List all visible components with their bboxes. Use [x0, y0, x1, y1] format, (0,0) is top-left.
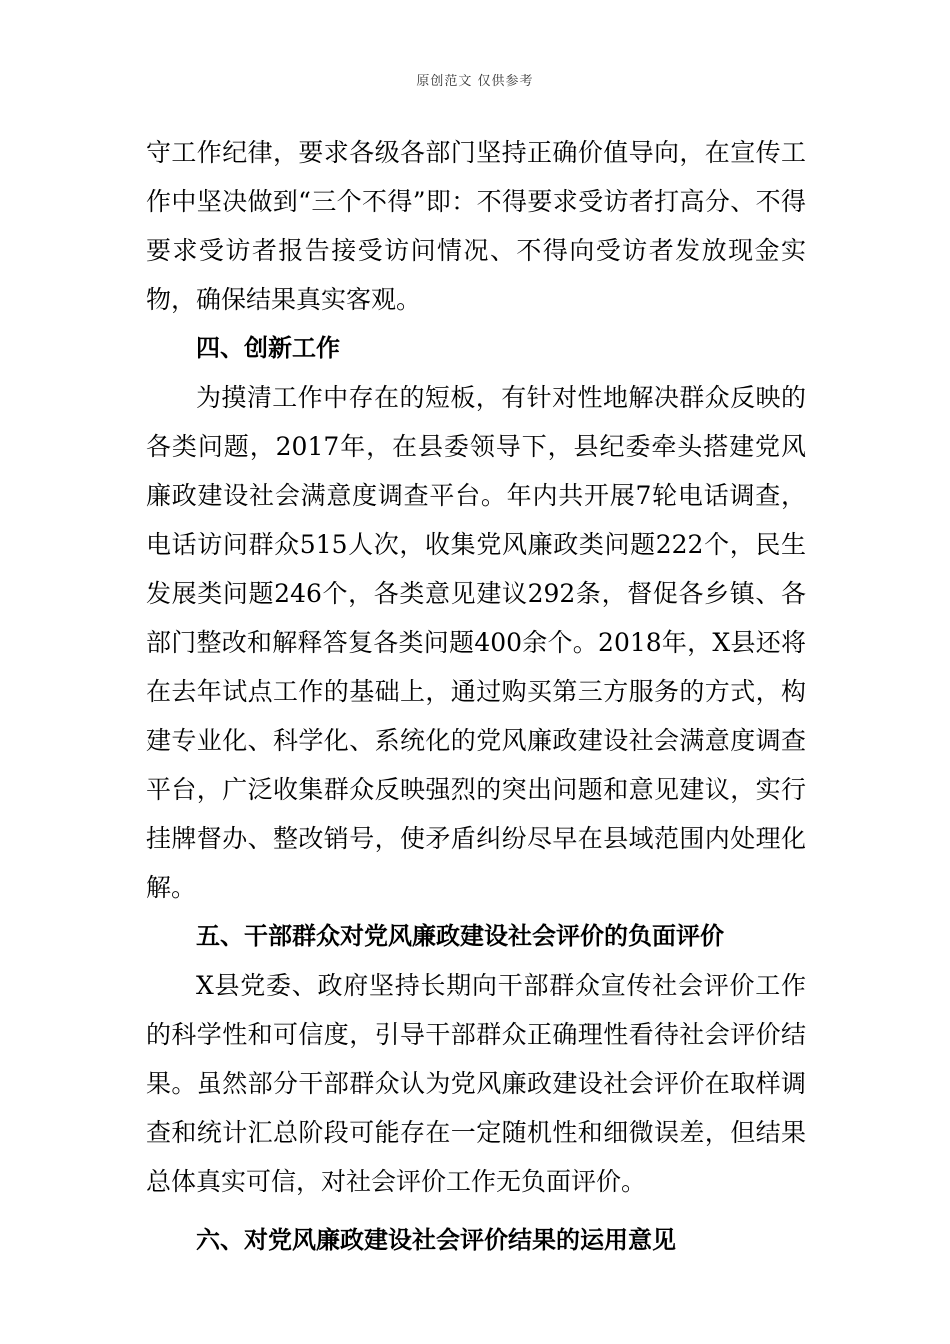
paragraph-innovation: 为摸清工作中存在的短板，有针对性地解决群众反映的各类问题，2017年，在县委领导下，县纪委牵头搭建党风廉政建设社会满意度调查平台。年内共开展7轮电话调查，电话访问群众515人次，收集党风廉政类问题222个，民生发展类问题246个，各类意见建议292条，督促各乡镇、各部门整改和解释答复各类问题400余个。2018年，X县还将在去年试点工作的基础上，通过购买第三方服务的方式，构建专业化、科学化、系统化的党风廉政建设社会满意度调查平台，广泛收集群众反映强烈的突出问题和意见建议，实行挂牌督办、整改销号，使矛盾纠纷尽早在县域范围内处理化解。: [146, 383, 806, 902]
document-body: [146, 128, 806, 1265]
section-heading-6: 六、对党风廉政建设社会评价结果的运用意见: [196, 1226, 676, 1254]
paragraph-continuation: 守工作纪律，要求各级各部门坚持正确价值导向，在宣传工作中坚决做到“三个不得”即：不得要求受访者打高分、不得要求受访者报告接受访问情况、不得向受访者发放现金实物，确保结果真实客观。: [146, 138, 806, 314]
section-heading-4: 四、创新工作: [196, 334, 340, 362]
page-header: 原创范文 仅供参考: [416, 74, 534, 89]
paragraph-negative-evaluation: X县党委、政府坚持长期向干部群众宣传社会评价工作的科学性和可信度，引导干部群众正确理性看待社会评价结果。虽然部分干部群众认为党风廉政建设社会评价在取样调查和统计汇总阶段可能存在一定随机性和细微误差，但结果总体真实可信，对社会评价工作无负面评价。: [146, 971, 806, 1196]
section-heading-5: 五、干部群众对党风廉政建设社会评价的负面评价: [196, 922, 724, 950]
